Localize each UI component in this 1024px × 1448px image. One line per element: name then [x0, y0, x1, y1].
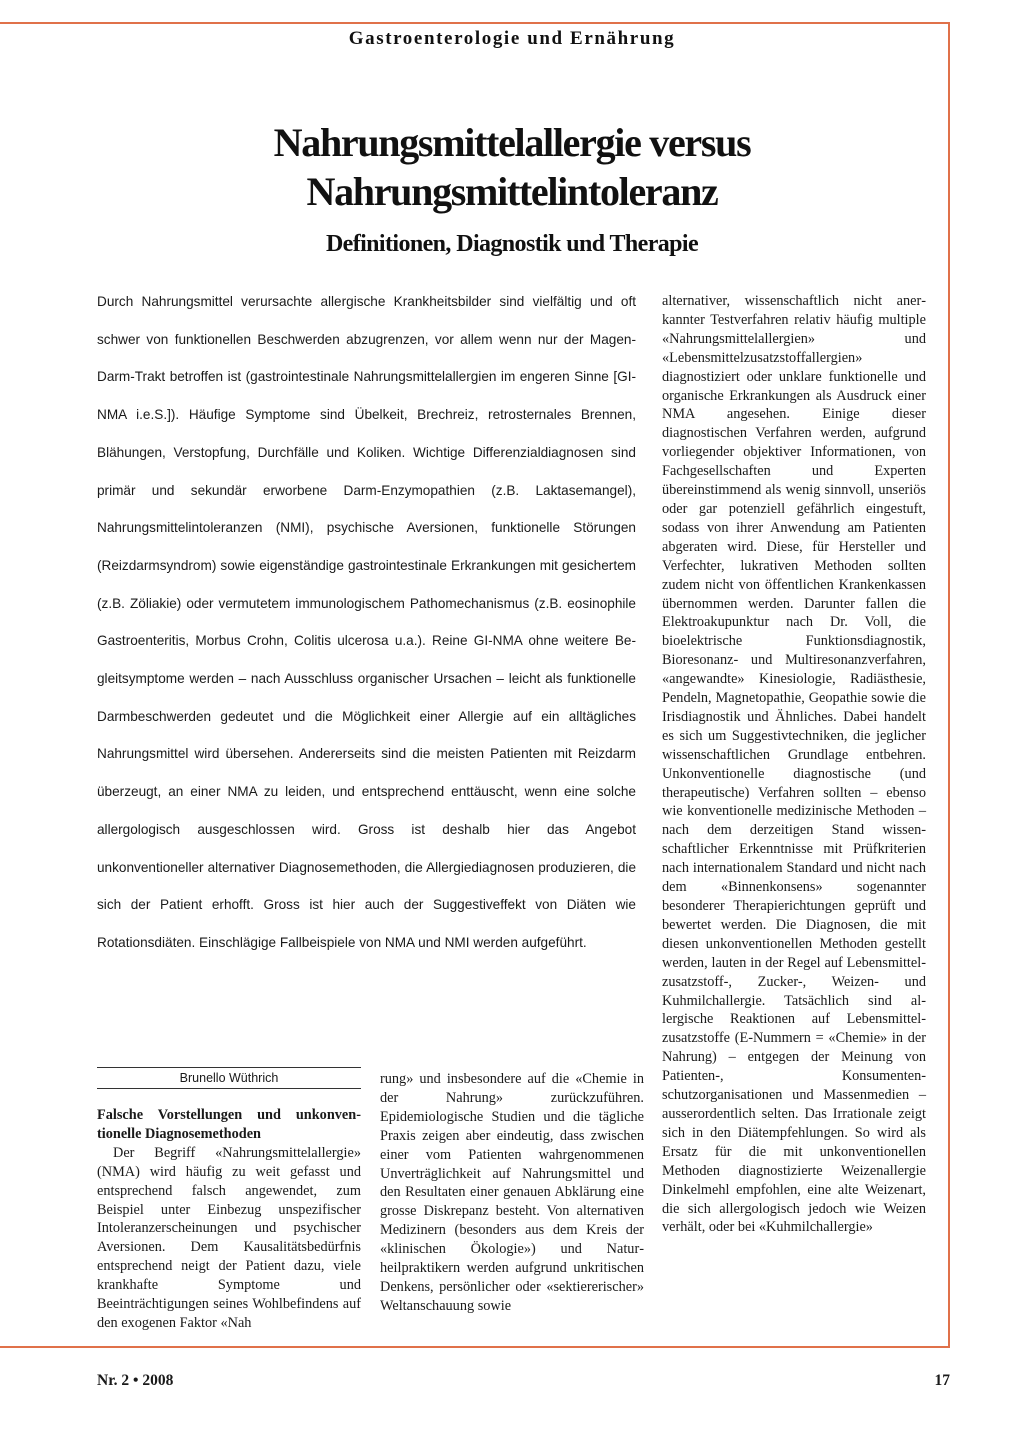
page-number: 17 [934, 1372, 950, 1389]
paragraph: Der Begriff «Nahrungsmittelallergie» (NMA) wird häufig zu weit gefasst und entsprechend falsch angewendet, zum Beispiel unter Einbezug unspezifischer Intoleranzerscheinungen und psychischer Aversionen. Dem Kausalitätsbedürfnis entsprechend neigt der Patient dazu, viele krankhafte Symptome und Beeinträchtigungen seines Wohlbefindens auf den exogenen Faktor «Nah [97, 1144, 361, 1331]
article-title [0, 118, 1024, 216]
journal-section-header: Gastroenterologie und Ernährung [348, 28, 676, 49]
title-line-2: Nahrungsmittelintoleranz [306, 169, 718, 214]
body-column-right [662, 292, 926, 1237]
title-line-1: Nahrungsmittelallergie versus [273, 120, 751, 165]
section-heading: Falsche Vorstellungen und unkonventionelle Diagnosemethoden [97, 1107, 361, 1142]
paragraph: alternativer, wissenschaftlich nicht anerkannter Testverfahren relativ häufig multiple «Nahrungsmittelallergien» und «Lebensmittelzusatzstoffallergien» diagnostiziert oder unklare funktionelle und organische Erkrankungen als Ausdruck einer NMA angesehen. Einige dieser diagnostischen Verfahren werden, aufgrund vorliegender objektiver Informationen, von Fachgesellschaften und Experten übereinstimmend als wenig sinnvoll, unseriös oder gar potenziell gefährlich eingestuft, sodass von ihrer Anwendung am Patienten abgeraten wird. Diese, für Hersteller und Verfechter, lukrativen Methoden sollten zudem nicht von öffentlichen Krankenkassen übernommen werden. Darunter fallen die Elektroakupunktur nach Dr. Voll, die bioelektrische Funktionsdiagnostik, Bioresonanz- und Multiresonanzverfahren, «angewandte» Kinesiologie, Radiästhesie, Pendeln, Magnetopathie, Geopathie sowie die Irisdiagnostik und Ähnliches. Dabei handelt es sich um Suggestivtechniken, die jeglicher wissenschaftlichen Grundlage entbehren. Unkonventionelle diagnostische (und therapeutische) Verfahren sollten – ebenso wie konventionelle medizinische Methoden – nach dem derzeitigen Stand wissenschaftlicher Erkenntnisse mit Prüfkriterien nach internationalem Standard und nicht nach dem «Binnenkonsens» sogenannter besonderer Therapierichtungen geprüft und bewertet werden. Die Diagnosen, die mit diesen unkonventionellen Methoden gestellt werden, lauten in der Regel auf Lebensmittelzusatzstoff-, Zucker-, Weizen- und Kuhmilchallergie. Tatsächlich sind allergische Reaktionen auf Lebensmittelzusatzstoffe (E-Nummern = «Chemie» in der Nahrung) – entgegen der Meinung von Patienten-, Konsumentenschutzorganisationen und Massenmedien – ausserordentlich selten. Das Irrationale zeigt sich in den Diätempfehlungen. So wird als Ersatz für die mit unkonventionellen Methoden diagnostizierte Weizenallergie Dinkelmehl empfohlen, eine alte Weizenart, die sich allergologisch jedoch wie Weizen verhält, oder bei «Kuhmilchallergie» [662, 293, 926, 1236]
paragraph: rung» und insbesondere auf die «Chemie in der Nahrung» zurückzuführen. Epidemiologische Studien und die tägliche Praxis zeigen aber eindeutig, dass zwischen einer vom Patienten wahrgenommenen Unverträglichkeit auf Nahrungsmittel und den Resultaten einer genauen Abklärung eine grosse Diskrepanz besteht. Von alternativen Medizinern (besonders aus dem Kreis der «klinischen Ökologie») und Naturheilpraktikern werden aufgrund unkritischen Denkens, persönlicher oder «sektiererischer» Weltanschauung sowie [380, 1071, 644, 1314]
issue-number: Nr. 2 • 2008 [97, 1372, 174, 1389]
abstract: Durch Nahrungsmittel verursachte allergische Krankheitsbilder sind vielfältig und oft schwer von funktionellen Beschwerden abzugrenzen, vor allem wenn nur der Magen-Darm-Trakt betroffen ist (gastrointestinale Nahrungsmittelallergien im engeren Sinne [GI-NMA i.e.S.]). Häufige Symptome sind Übelkeit, Brechreiz, retrosternales Brennen, Blähungen, Verstopfung, Durchfälle und Koliken. Wichtige Differenzialdiagnosen sind primär und sekundär erworbene Darm-Enzymopathien (z.B. Laktasemangel), Nahrungsmittelintoleranzen (NMI), psychische Aversionen, funktionelle Störungen (Reizdarmsyndrom) sowie eigenständige gastrointestinale Erkrankungen mit gesichertem (z.B. Zöliakie) oder vermutetem immunologischem Pathomechanismus (z.B. eosinophile Gastroenteritis, Morbus Crohn, Colitis ulcerosa u.a.). Reine GI-NMA ohne weitere Begleitsymptome werden – nach Ausschluss organischer Ursachen – leicht als funktionelle Darmbeschwerden gedeutet und die Möglichkeit einer Allergie auf ein alltägliches Nahrungsmittel wird übersehen. Andererseits sind die meisten Patienten mit Reizdarm überzeugt, an einer NMA zu leiden, und entsprechend enttäuscht, wenn eine solche allergologisch ausgeschlossen wird. Gross ist deshalb hier das Angebot unkonventioneller alternativer Diagnosemethoden, die Allergiediagnosen produzieren, die sich der Patient erhofft. Gross ist hier auch der Suggestiveffekt von Diäten wie Rotationsdiäten. Einschlägige Fallbeispiele von NMA und NMI werden aufgeführt. [97, 294, 636, 950]
body-column-left [97, 1106, 361, 1333]
body-column-middle [380, 1070, 644, 1316]
article-subtitle: Definitionen, Diagnostik und Therapie [325, 231, 699, 257]
author-byline: Brunello Wüthrich [97, 1067, 361, 1089]
